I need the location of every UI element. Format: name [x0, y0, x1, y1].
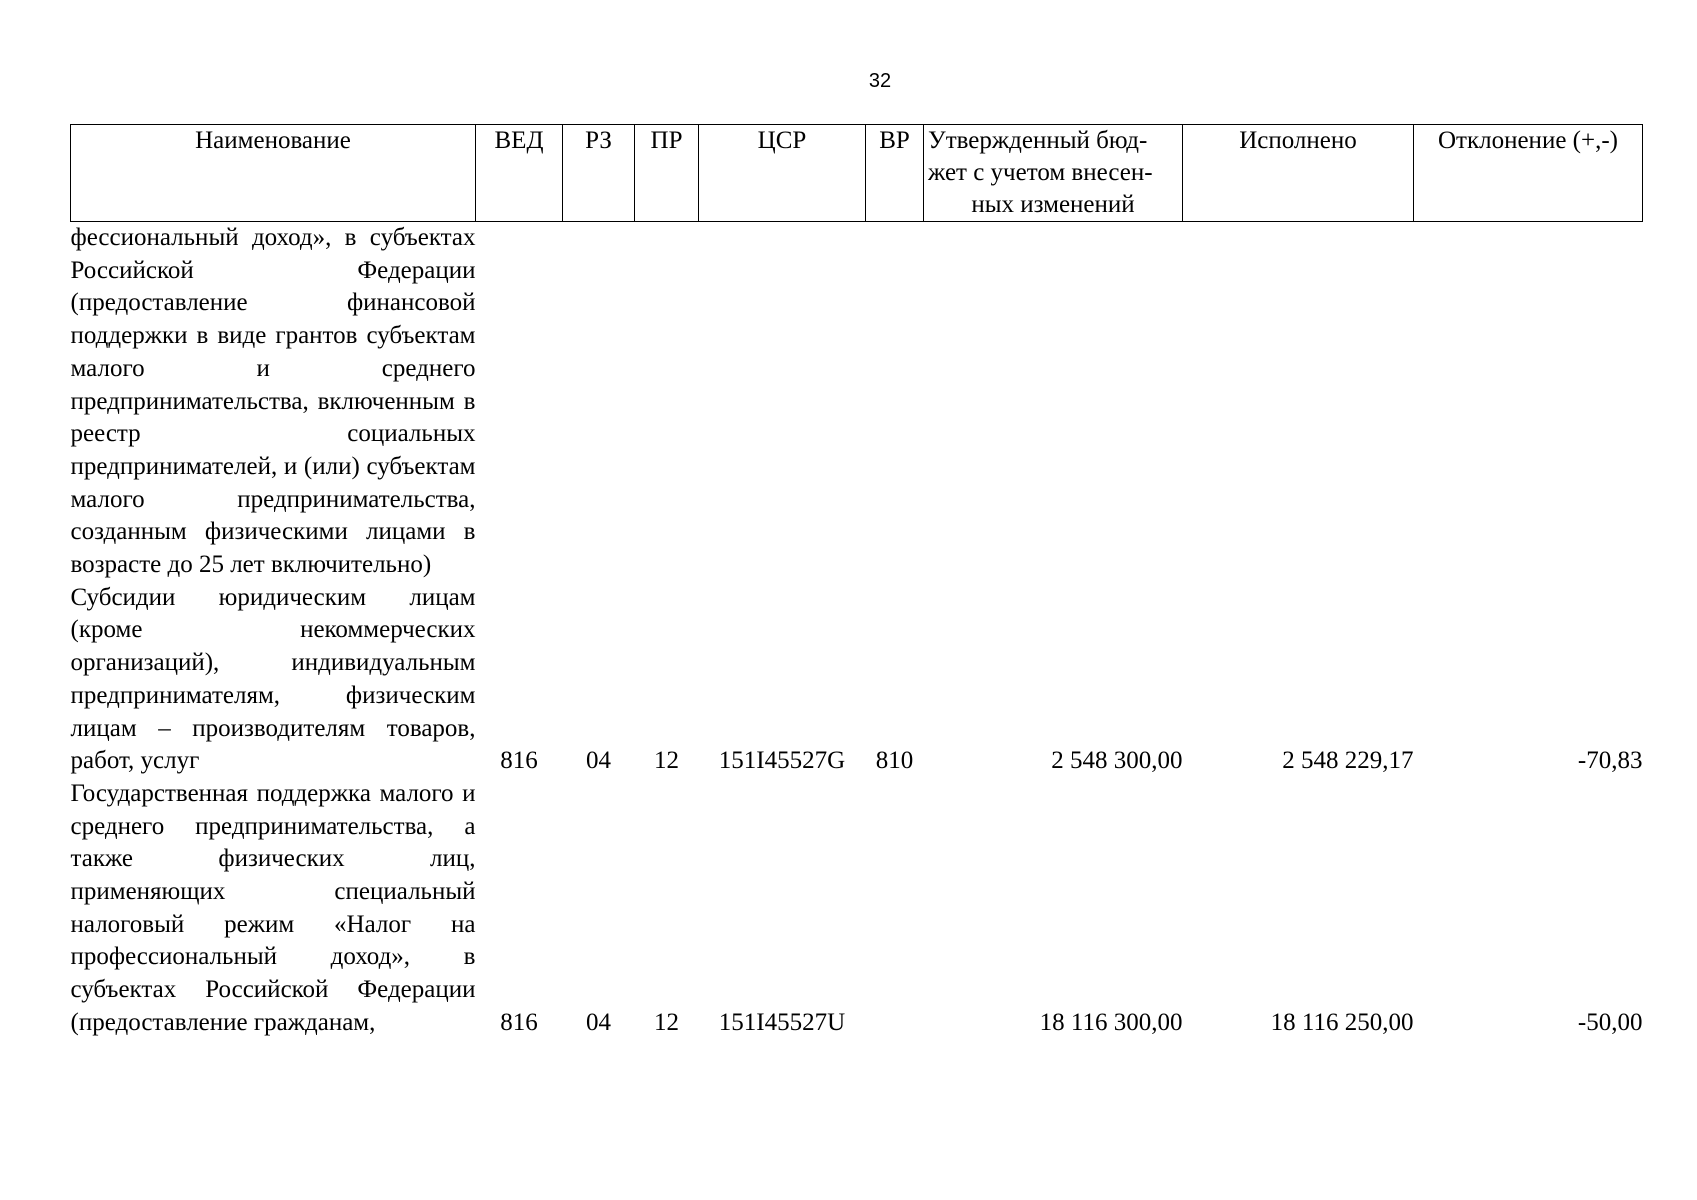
- header-executed: Исполнено: [1183, 125, 1414, 222]
- page-number: 32: [868, 70, 892, 92]
- row-deviation: -70,83: [1577, 747, 1643, 775]
- header-budget-line-3: ных изменений: [971, 191, 1135, 218]
- row-name: Государственная поддержка малого и среднего предпринимательства, а также физических лиц, применяющих специальный налоговый режим «Налог на профессиональный доход», в субъектах Российской Федерации (предоставление гражданам,: [70, 779, 476, 1036]
- row-csr: [699, 222, 866, 582]
- header-rz: РЗ: [563, 125, 635, 222]
- header-deviation: Отклонение (+,-): [1414, 125, 1643, 222]
- table-row: [71, 778, 1643, 1040]
- row-deviation: -50,00: [1577, 1008, 1643, 1036]
- table-row: [71, 222, 1643, 582]
- header-vr: ВР: [866, 125, 924, 222]
- row-rz: 04: [586, 1008, 611, 1036]
- row-vr: [866, 222, 924, 582]
- header-approved-budget: [924, 125, 1183, 222]
- row-rz: [563, 222, 635, 582]
- row-executed: [1183, 222, 1414, 582]
- row-csr: 151I45527U: [718, 1008, 846, 1036]
- row-rz: 04: [586, 747, 611, 775]
- header-budget-line-1: Утвержденный бюд-: [928, 127, 1148, 154]
- header-csr: ЦСР: [699, 125, 866, 222]
- row-executed: 18 116 250,00: [1270, 1008, 1414, 1036]
- row-budget: [924, 222, 1183, 582]
- row-vr: [866, 778, 924, 1040]
- row-executed: 2 548 229,17: [1282, 747, 1414, 775]
- table-header-row: [71, 125, 1643, 222]
- row-ved: [476, 222, 563, 582]
- row-csr: 151I45527G: [718, 747, 846, 775]
- row-budget: 2 548 300,00: [1051, 747, 1183, 775]
- header-ved: ВЕД: [476, 125, 563, 222]
- row-name: фессиональный доход», в субъектах Российской Федерации (предоставление финансовой поддержки в виде грантов субъектам малого и среднего предпринимательства, включенным в реестр социальных предпринимателей, и (или) субъектам малого предпринимательства, созданным физическими лицами в возрасте до 25 лет включительно): [70, 224, 476, 579]
- row-pr: [635, 222, 699, 582]
- row-vr: 810: [875, 747, 914, 775]
- row-budget: 18 116 300,00: [1039, 1008, 1183, 1036]
- row-name: Субсидии юридическим лицам (кроме некоммерческих организаций), индивидуальным предпринимателям, физическим лицам – производителям товаров, работ, услуг: [70, 583, 476, 775]
- table-row: [71, 582, 1643, 778]
- row-deviation: [1414, 222, 1643, 582]
- header-budget-line-2: жет с учетом внесен-: [928, 159, 1153, 186]
- row-pr: 12: [654, 1008, 679, 1036]
- row-ved: 816: [500, 1008, 538, 1036]
- row-ved: 816: [500, 747, 538, 775]
- header-pr: ПР: [635, 125, 699, 222]
- budget-table: [70, 124, 1643, 1040]
- header-name: Наименование: [71, 125, 476, 222]
- row-pr: 12: [654, 747, 679, 775]
